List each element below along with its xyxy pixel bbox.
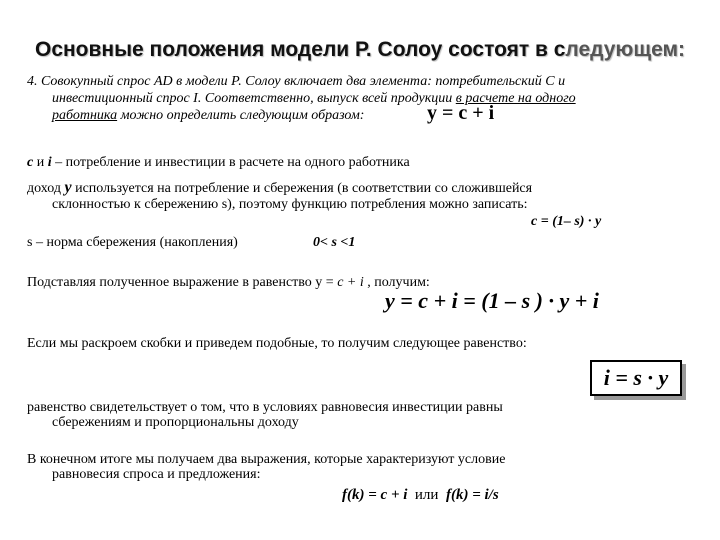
p1-line2-a: инвестиционный спрос I. Соответственно, выпуск всей продукции xyxy=(52,91,456,106)
p6-text: Если мы раскроем скобки и приведем подобные, то получим следующее равенство: xyxy=(27,336,527,351)
p8-f1: f(k) = c + i xyxy=(342,487,408,503)
p3-y: y xyxy=(64,179,72,196)
title-tail: ледующем: xyxy=(565,38,686,61)
p2-rest: – потребление и инвестиции в расчете на одного работника xyxy=(51,155,410,170)
p6-boxed-formula: i = s · y xyxy=(590,360,682,396)
p8-f2: f(k) = i/s xyxy=(445,487,499,503)
p8-or: или xyxy=(414,487,439,503)
p7-line2: сбережениям и пропорциональны доходу xyxy=(52,415,299,430)
p5-text: Подставляя полученное выражение в равенство y = xyxy=(27,275,338,290)
p2-and: и xyxy=(33,155,48,170)
p5-tail: , получим: xyxy=(363,275,430,290)
title-main: Основные положения модели Р. Солоу состоят в с xyxy=(34,38,566,61)
p8-line1: В конечном итоге мы получаем два выражения, которые характеризуют условие xyxy=(27,452,506,467)
p1-line3-b: можно определить следующим образом: xyxy=(117,108,365,123)
p5-formula: y = c + i = (1 – s ) · y + i xyxy=(385,288,599,313)
p1-line2-b: в расчете на одного xyxy=(455,91,576,106)
p3-formula: c = (1– s) · y xyxy=(531,214,602,229)
p3-l1b: используется на потребление и сбережения (в соответствии со сложившейся xyxy=(71,181,533,196)
p2-line xyxy=(27,155,410,171)
p8-formulas xyxy=(342,487,499,503)
p1-line3 xyxy=(52,108,364,124)
p3-line2: склонностью к сбережению s), поэтому функцию потребления можно записать: xyxy=(52,197,528,212)
slide-title xyxy=(0,38,720,62)
p4-range: 0< s <1 xyxy=(313,235,356,250)
p1-line2 xyxy=(52,91,576,107)
p5-line xyxy=(27,275,430,291)
p1-line1: 4. Совокупный спрос AD в модели Р. Солоу включает два элемента: потребительский C и xyxy=(27,74,566,89)
p3-l1a: доход xyxy=(27,181,65,196)
p1-line3-a: работника xyxy=(52,108,118,123)
p7-line1: равенство свидетельствует о том, что в условиях равновесия инвестиции равны xyxy=(27,400,503,415)
p8-line2: равновесия спроса и предложения: xyxy=(52,467,261,482)
p5-eq: c + i xyxy=(337,275,364,290)
p2-i: i xyxy=(47,155,52,170)
p4-text: s – норма сбережения (накопления) xyxy=(27,235,238,250)
p1-formula: y = c + i xyxy=(427,102,495,124)
p3-line1 xyxy=(27,180,532,197)
p2-c: c xyxy=(27,155,34,170)
